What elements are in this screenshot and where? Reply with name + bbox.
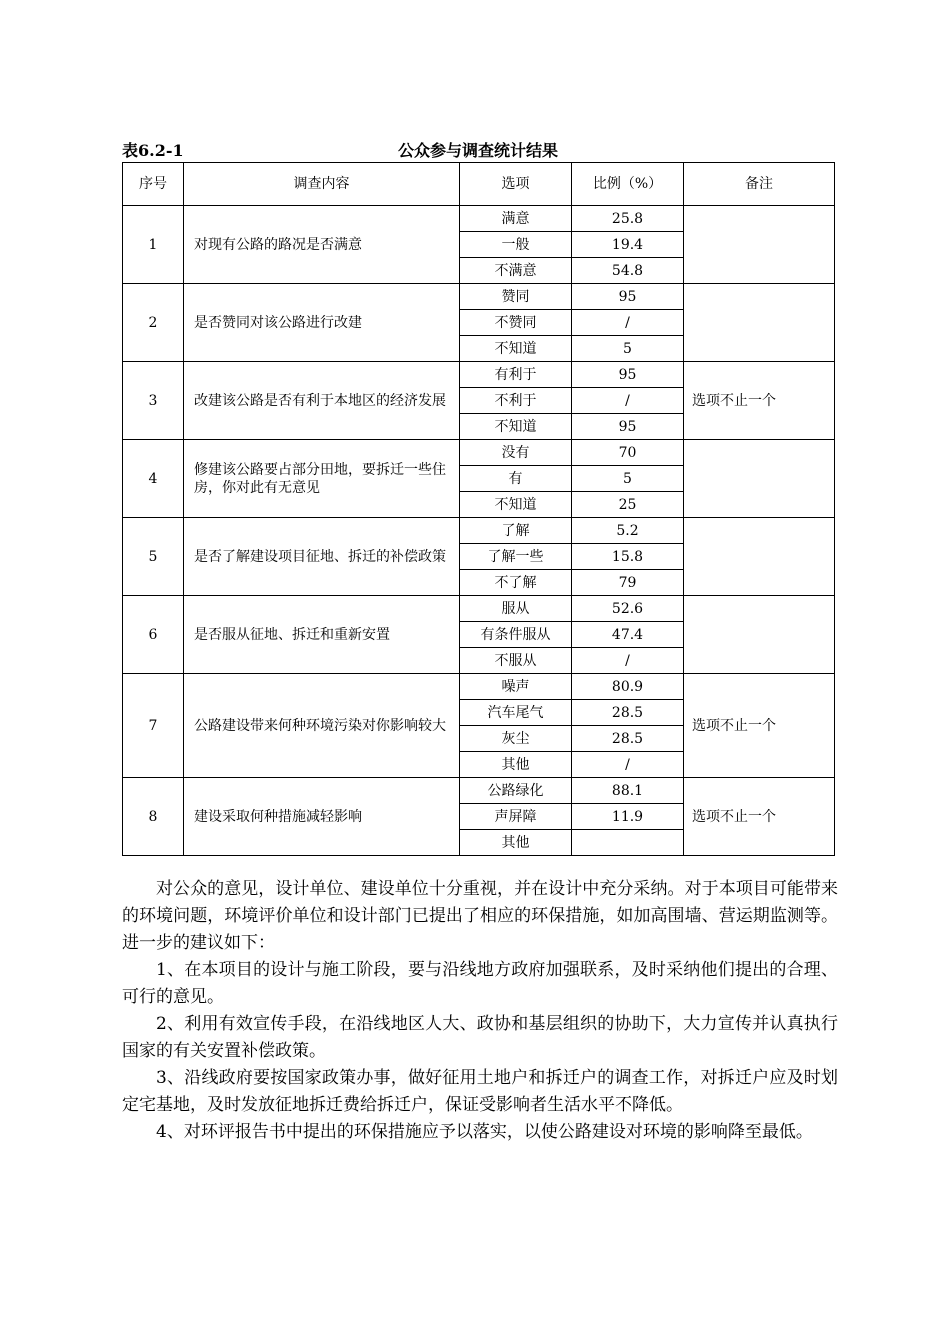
ratio-cell: 15.8 <box>572 544 684 570</box>
paragraph-item-3: 3、沿线政府要按国家政策办事，做好征用土地户和拆迁户的调查工作，对拆迁户应及时划定宅基地，及时发放征地拆迁费给拆迁户，保证受影响者生活水平不降低。 <box>122 1068 838 1115</box>
option-cell: 公路绿化 <box>460 778 572 804</box>
question-cell: 公路建设带来何种环境污染对你影响较大 <box>184 674 460 778</box>
remark-cell <box>684 440 835 518</box>
ratio-cell: 52.6 <box>572 596 684 622</box>
ratio-cell: / <box>572 752 684 778</box>
option-cell: 了解 <box>460 518 572 544</box>
ratio-cell: 25.8 <box>572 206 684 232</box>
question-cell: 修建该公路要占部分田地，要拆迁一些住房，你对此有无意见 <box>184 440 460 518</box>
ratio-cell: 5 <box>572 466 684 492</box>
option-cell: 不了解 <box>460 570 572 596</box>
ratio-cell: 11.9 <box>572 804 684 830</box>
ratio-cell: 47.4 <box>572 622 684 648</box>
table-row <box>123 206 835 232</box>
paragraph-item-1: 1、在本项目的设计与施工阶段，要与沿线地方政府加强联系，及时采纳他们提出的合理、可行的意见。 <box>122 960 838 1007</box>
question-cell: 是否服从征地、拆迁和重新安置 <box>184 596 460 674</box>
seq-cell: 5 <box>123 518 184 596</box>
header-option: 选项 <box>460 163 572 206</box>
option-cell: 有 <box>460 466 572 492</box>
ratio-cell <box>572 830 684 856</box>
option-cell: 服从 <box>460 596 572 622</box>
ratio-cell: 88.1 <box>572 778 684 804</box>
ratio-cell: 95 <box>572 362 684 388</box>
option-cell: 不服从 <box>460 648 572 674</box>
remark-cell <box>684 284 835 362</box>
ratio-cell: 95 <box>572 284 684 310</box>
option-cell: 有利于 <box>460 362 572 388</box>
header-content: 调查内容 <box>184 163 460 206</box>
header-remark: 备注 <box>684 163 835 206</box>
ratio-cell: 95 <box>572 414 684 440</box>
question-cell: 是否赞同对该公路进行改建 <box>184 284 460 362</box>
ratio-cell: 70 <box>572 440 684 466</box>
table-row <box>123 778 835 804</box>
table-row <box>123 674 835 700</box>
option-cell: 了解一些 <box>460 544 572 570</box>
ratio-cell: / <box>572 388 684 414</box>
remark-cell <box>684 596 835 674</box>
option-cell: 有条件服从 <box>460 622 572 648</box>
seq-cell: 7 <box>123 674 184 778</box>
seq-cell: 1 <box>123 206 184 284</box>
option-cell: 不满意 <box>460 258 572 284</box>
option-cell: 一般 <box>460 232 572 258</box>
ratio-cell: 5.2 <box>572 518 684 544</box>
body-text <box>122 876 838 1146</box>
seq-cell: 4 <box>123 440 184 518</box>
remark-cell: 选项不止一个 <box>684 778 835 856</box>
question-cell: 改建该公路是否有利于本地区的经济发展 <box>184 362 460 440</box>
header-seq: 序号 <box>123 163 184 206</box>
option-cell: 声屏障 <box>460 804 572 830</box>
option-cell: 噪声 <box>460 674 572 700</box>
ratio-cell: / <box>572 310 684 336</box>
table-row <box>123 518 835 544</box>
ratio-cell: 80.9 <box>572 674 684 700</box>
ratio-cell: 28.5 <box>572 726 684 752</box>
question-cell: 对现有公路的路况是否满意 <box>184 206 460 284</box>
option-cell: 没有 <box>460 440 572 466</box>
remark-cell: 选项不止一个 <box>684 362 835 440</box>
paragraph-item-4: 4、对环评报告书中提出的环保措施应予以落实，以使公路建设对环境的影响降至最低。 <box>156 1122 813 1142</box>
option-cell: 赞同 <box>460 284 572 310</box>
table-row <box>123 596 835 622</box>
paragraph-intro: 对公众的意见，设计单位、建设单位十分重视，并在设计中充分采纳。对于本项目可能带来的环境问题，环境评价单位和设计部门已提出了相应的环保措施，如加高围墙、营运期监测等。进一步的建议如下： <box>122 879 838 953</box>
seq-cell: 2 <box>123 284 184 362</box>
option-cell: 不知道 <box>460 414 572 440</box>
table-row <box>123 362 835 388</box>
ratio-cell: 25 <box>572 492 684 518</box>
option-cell: 满意 <box>460 206 572 232</box>
option-cell: 不赞同 <box>460 310 572 336</box>
option-cell: 不知道 <box>460 492 572 518</box>
seq-cell: 6 <box>123 596 184 674</box>
survey-results-table <box>122 162 835 856</box>
table-title: 公众参与调查统计结果 <box>397 141 558 160</box>
ratio-cell: 19.4 <box>572 232 684 258</box>
seq-cell: 3 <box>123 362 184 440</box>
ratio-cell: 79 <box>572 570 684 596</box>
option-cell: 汽车尾气 <box>460 700 572 726</box>
remark-cell <box>684 518 835 596</box>
paragraph-item-2: 2、利用有效宣传手段，在沿线地区人大、政协和基层组织的协助下，大力宣传并认真执行国家的有关安置补偿政策。 <box>122 1014 838 1061</box>
question-cell: 是否了解建设项目征地、拆迁的补偿政策 <box>184 518 460 596</box>
table-row <box>123 440 835 466</box>
option-cell: 其他 <box>460 752 572 778</box>
table-number: 表6.2-1 <box>122 141 184 160</box>
table-row <box>123 284 835 310</box>
question-cell: 建设采取何种措施减轻影响 <box>184 778 460 856</box>
ratio-cell: 54.8 <box>572 258 684 284</box>
remark-cell <box>684 206 835 284</box>
option-cell: 不利于 <box>460 388 572 414</box>
remark-cell: 选项不止一个 <box>684 674 835 778</box>
header-row <box>123 163 835 206</box>
ratio-cell: / <box>572 648 684 674</box>
header-ratio: 比例（%） <box>572 163 684 206</box>
option-cell: 灰尘 <box>460 726 572 752</box>
ratio-cell: 5 <box>572 336 684 362</box>
option-cell: 不知道 <box>460 336 572 362</box>
seq-cell: 8 <box>123 778 184 856</box>
option-cell: 其他 <box>460 830 572 856</box>
ratio-cell: 28.5 <box>572 700 684 726</box>
table-caption <box>122 138 834 162</box>
